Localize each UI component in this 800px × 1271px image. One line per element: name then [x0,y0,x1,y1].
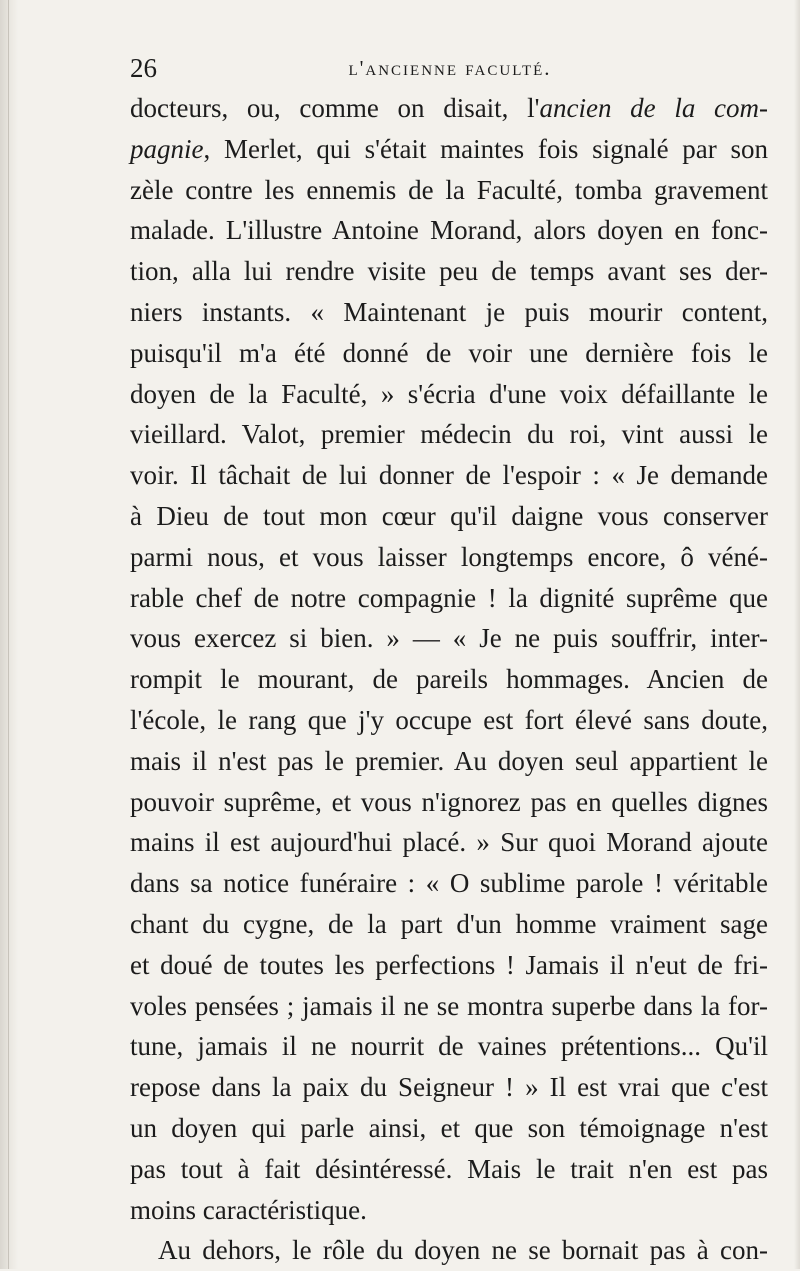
text-line: un doyen qui parle ainsi, et que son témoignage n'est [130,1112,768,1143]
right-edge-shadow [794,0,800,1269]
text-line: pagnie, Merlet, qui s'était maintes fois signalé par son [130,133,768,164]
text-line: voir. Il tâchait de lui donner de l'espoir : « Je demande [130,460,768,491]
text-line: vieillard. Valot, premier médecin du roi, vint aussi le [130,419,768,450]
text-line: dans sa notice funéraire : « O sublime parole ! véritable [130,868,768,899]
text-line: zèle contre les ennemis de la Faculté, tomba gravement [130,174,768,205]
text-line: rable chef de notre compagnie ! la dignité suprême que [130,582,768,613]
text-line: tune, jamais il ne nourrit de vaines prétentions... Qu'il [130,1031,768,1062]
gutter-line [8,0,9,1269]
text-line: docteurs, ou, comme on disait, l'ancien de la com- [130,93,768,123]
text-line: pas tout à fait désintéressé. Mais le trait n'en est pas [130,1153,768,1184]
text-line: mains il est aujourd'hui placé. » Sur quoi Morand ajoute [130,827,768,858]
text-line: à Dieu de tout mon cœur qu'il daigne vous conserver [130,500,768,531]
page-gutter-shadow [0,0,18,1269]
text-line: voles pensées ; jamais il ne se montra superbe dans la for- [130,990,768,1021]
body-text [130,88,768,1271]
text-line: moins caractéristique. [130,1194,367,1225]
text-line: pouvoir suprême, et vous n'ignorez pas en quelles dignes [130,786,768,817]
text-line: chant du cygne, de la part d'un homme vraiment sage [130,908,768,939]
page-header [130,50,770,86]
text-line: et doué de toutes les perfections ! Jamais il n'eut de fri- [130,949,768,980]
text-line: doyen de la Faculté, » s'écria d'une voix défaillante le [130,378,768,409]
running-head: l'ancienne faculté. [348,56,552,80]
text-line: tion, alla lui rendre visite peu de temps avant ses der- [130,256,768,287]
text-line: malade. L'illustre Antoine Morand, alors doyen en fonc- [130,215,768,246]
text-line: niers instants. « Maintenant je puis mourir content, [130,296,768,327]
text-line: vous exercez si bien. » — « Je ne puis souffrir, inter- [130,623,768,654]
text-line: repose dans la paix du Seigneur ! » Il est vrai que c'est [130,1072,768,1103]
text-line: puisqu'il m'a été donné de voir une dernière fois le [130,337,768,368]
text-line: l'école, le rang que j'y occupe est fort élevé sans doute, [130,704,768,735]
text-line: parmi nous, et vous laisser longtemps encore, ô véné- [130,541,768,572]
text-line: rompit le mourant, de pareils hommages. Ancien de [130,664,768,695]
page-number: 26 [130,53,157,83]
text-line: Au dehors, le rôle du doyen ne se bornait pas à con- [158,1235,768,1266]
text-line: mais il n'est pas le premier. Au doyen seul appartient le [130,745,768,776]
